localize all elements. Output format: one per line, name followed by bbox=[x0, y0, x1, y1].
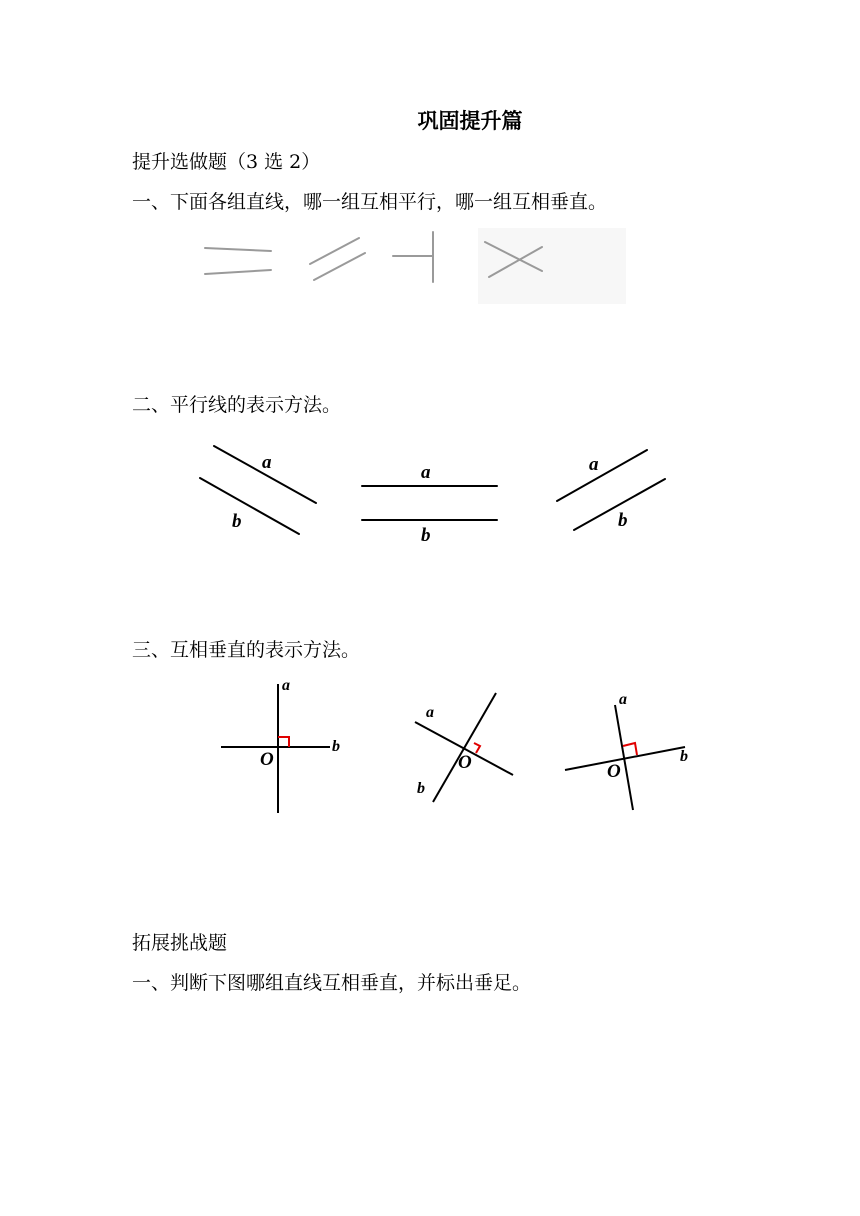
perpendicular-diagram-1 bbox=[221, 684, 330, 813]
figure-background bbox=[478, 228, 626, 304]
label-a: a bbox=[426, 704, 434, 721]
line-groups-figure bbox=[205, 228, 626, 304]
page-title: 巩固提升篇 bbox=[417, 108, 523, 133]
label-b: b bbox=[332, 738, 340, 755]
line-group-3 bbox=[393, 232, 433, 282]
perpendicular-diagram-3 bbox=[565, 705, 685, 810]
label-o: O bbox=[458, 752, 472, 773]
label-o: O bbox=[260, 749, 274, 770]
question-3-text: 三、互相垂直的表示方法。 bbox=[132, 639, 361, 661]
parallel-diagram-2 bbox=[362, 486, 497, 520]
label-o: O bbox=[607, 761, 621, 782]
label-b: b bbox=[680, 748, 688, 765]
label-b: b bbox=[618, 510, 628, 531]
label-a: a bbox=[282, 677, 290, 694]
label-b: b bbox=[232, 511, 242, 532]
line-group-2 bbox=[310, 238, 365, 280]
label-a: a bbox=[619, 691, 627, 708]
section-heading-basic: 提升选做题（3 选 2） bbox=[132, 151, 321, 173]
label-a: a bbox=[262, 452, 272, 473]
section-heading-extend: 拓展挑战题 bbox=[132, 932, 228, 954]
label-a: a bbox=[421, 462, 431, 483]
parallel-diagram-3 bbox=[557, 450, 665, 530]
right-angle-mark bbox=[623, 743, 637, 755]
label-b: b bbox=[417, 780, 425, 797]
extend-question-1-text: 一、判断下图哪组直线互相垂直，并标出垂足。 bbox=[132, 972, 532, 994]
parallel-diagram-1 bbox=[200, 446, 316, 534]
question-1-text: 一、下面各组直线，哪一组互相平行，哪一组互相垂直。 bbox=[132, 191, 608, 213]
question-2-text: 二、平行线的表示方法。 bbox=[132, 394, 342, 416]
line-group-1 bbox=[205, 248, 271, 274]
label-a: a bbox=[589, 454, 599, 475]
perpendicular-lines-figure bbox=[221, 684, 685, 813]
label-b: b bbox=[421, 525, 431, 546]
right-angle-mark bbox=[474, 743, 480, 753]
right-angle-mark bbox=[278, 737, 289, 747]
